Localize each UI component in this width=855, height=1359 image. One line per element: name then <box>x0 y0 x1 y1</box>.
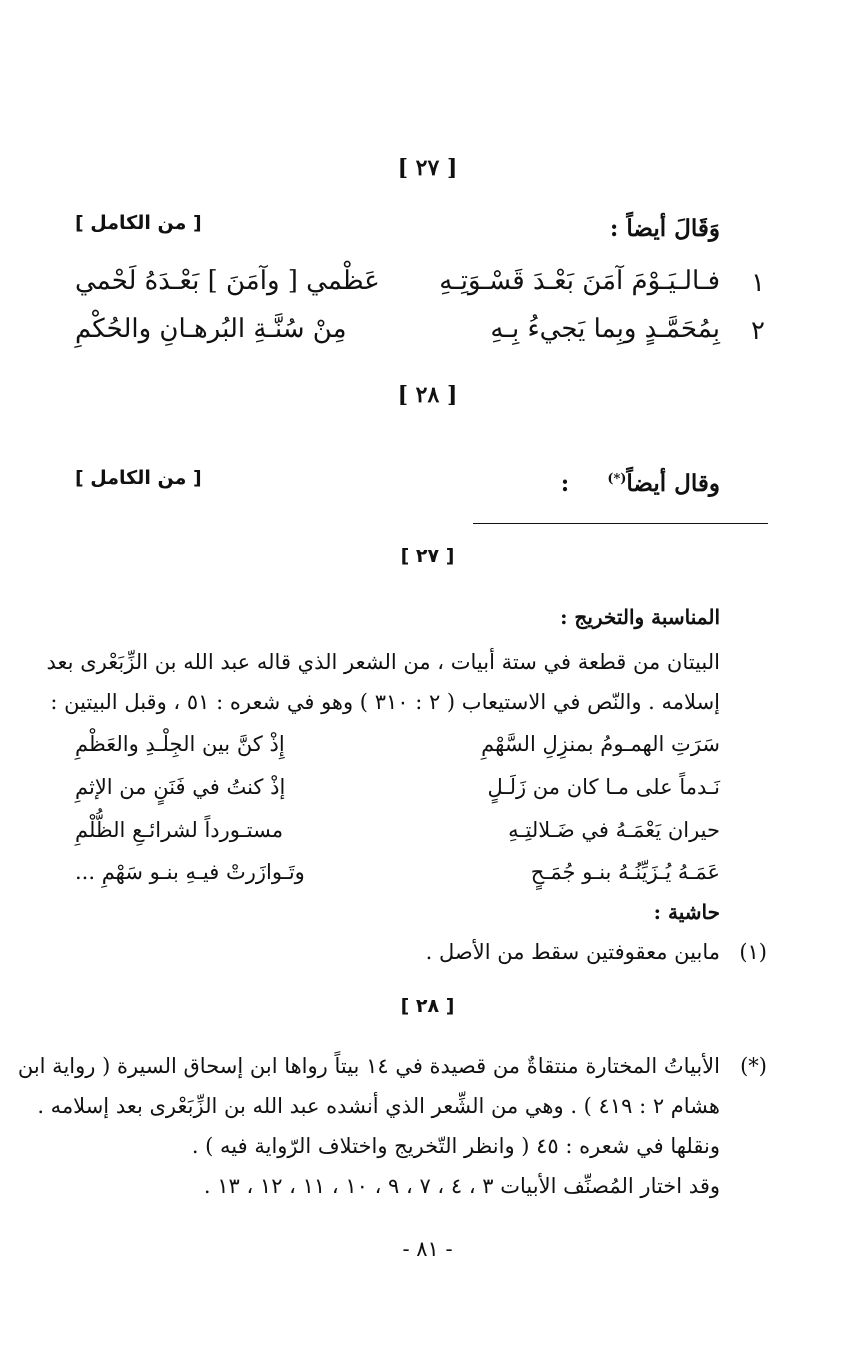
notes-27-paragraph-line: البيتان من قطعة في ستة أبيات ، من الشعر الذي قاله عبد الله بن الزِّبَعْرى بعد <box>46 650 720 674</box>
quoted-verse-second: إِذْ كنَّ بين الجِلْـدِ والعَظْمِ <box>75 732 285 756</box>
quoted-verse-first: نَـدماً على مـا كان من زَلَـلٍ <box>487 775 720 799</box>
poem-28-meter: [ من الكامل ] <box>75 467 202 489</box>
poem-28-intro <box>561 470 720 497</box>
poem-27-heading: [ ٢٧ ] <box>397 155 458 181</box>
poem-28-heading: [ ٢٨ ] <box>397 382 458 408</box>
notes-28-line: الأبياتُ المختارة منتقاةٌ من قصيدة في ١٤ بيتاً رواها ابن إسحاق السيرة ( رواية ابن <box>17 1054 720 1078</box>
notes-27-section-title: المناسبة والتخريج : <box>560 605 720 629</box>
poem-27-meter: [ من الكامل ] <box>75 212 202 234</box>
verse-second-hemistich: مِنْ سُنَّـةِ البُرهـانِ والحُكْمِ <box>75 314 347 344</box>
verse-number: ١ <box>751 268 765 298</box>
quoted-verse-first: سَرَتِ الهمـومُ بمنزِلِ السَّهْمِ <box>481 732 720 756</box>
quoted-verse-second: إذْ كنتُ في فَنَنٍ من الإثمِ <box>75 775 286 799</box>
notes-28-line: هشام ٢ : ٤١٩ ) . وهي من الشِّعر الذي أنشده عبد الله بن الزِّبَعْرى بعد إسلامه . <box>37 1094 720 1118</box>
footnote-marker: (*) <box>607 471 627 487</box>
notes-27-paragraph-line: إسلامه . والنّص في الاستيعاب ( ٢ : ٣١٠ ) وهو في شعره : ٥١ ، وقبل البيتين : <box>50 690 720 714</box>
quoted-verse-first: عَمَـهُ يُـزَيِّنُـهُ بنـو جُمَـحٍ <box>530 860 720 884</box>
verse-second-hemistich: عَظْمي [ وآمَنَ ] بَعْـدَهُ لَحْمي <box>75 266 380 296</box>
footnote-star: (*) <box>740 1054 767 1078</box>
poem-27-intro: وَقَالَ أيضاً : <box>609 215 720 242</box>
poem-28-intro-text: وقال أيضاً <box>626 470 720 497</box>
poem-28-intro-colon: : <box>560 470 570 497</box>
notes-28-line: ونقلها في شعره : ٤٥ ( وانظر التّخريج واختلاف الرّواية فيه ) . <box>191 1134 720 1158</box>
footnote-text: مابين معقوفتين سقط من الأصل . <box>425 940 720 964</box>
notes-28-heading: [ ٢٨ ] <box>400 995 455 1017</box>
notes-27-heading: [ ٢٧ ] <box>400 545 455 567</box>
verse-first-hemistich: فـالـيَـوْمَ آمَنَ بَعْـدَ قَسْـوَتِـهِ <box>439 266 720 296</box>
verse-number: ٢ <box>751 316 765 346</box>
quoted-verse-second: مستـورداً لشرائـعِ الظُّلْمِ <box>75 818 284 842</box>
footnote-title: حاشية : <box>653 900 720 924</box>
notes-28-line: وقد اختار المُصنِّف الأبيات ٣ ، ٤ ، ٧ ، ٩ ، ١٠ ، ١١ ، ١٢ ، ١٣ . <box>203 1174 720 1198</box>
quoted-verse-first: حيران يَعْمَـهُ في ضَـلالتِـهِ <box>508 818 720 842</box>
footnote-number: (١) <box>739 940 767 964</box>
quoted-verse-second: وتَـوازَرتْ فيـهِ بنـو سَهْمِ ... <box>75 860 305 884</box>
verse-first-hemistich: بِمُحَمَّـدٍ وبِما يَجيءُ بِـهِ <box>490 314 720 344</box>
page-number: - ٨١ - <box>402 1237 453 1261</box>
footnote-separator <box>473 523 768 524</box>
